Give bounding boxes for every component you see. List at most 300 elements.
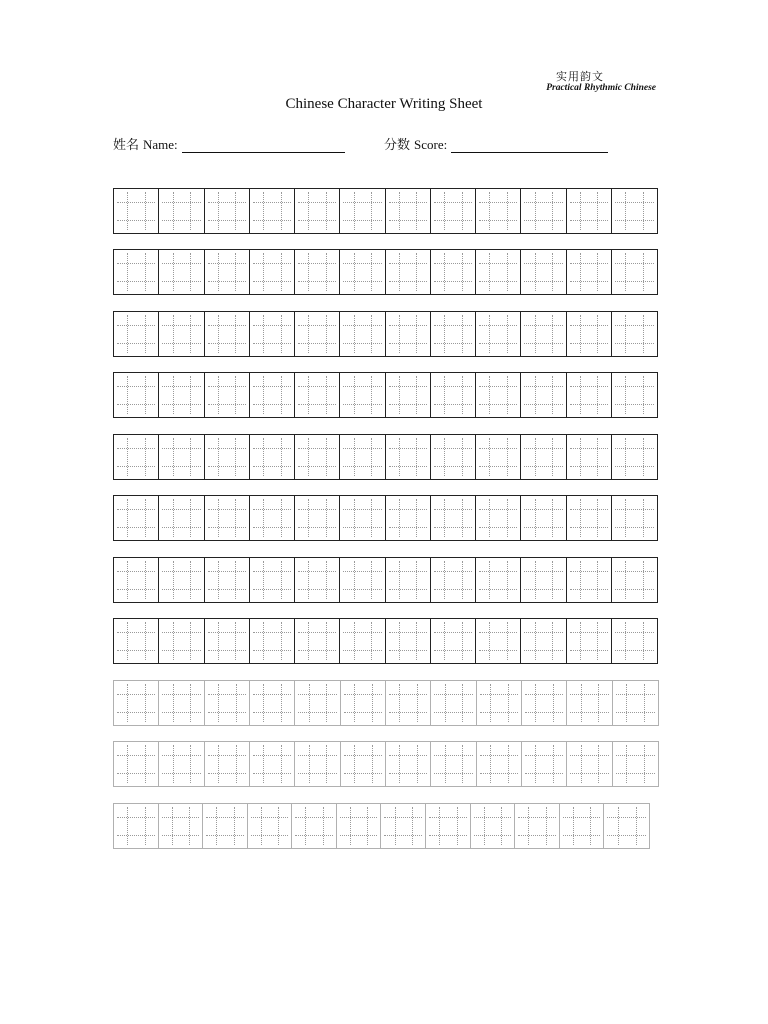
guide-line-horizontal <box>117 694 155 695</box>
practice-cell[interactable] <box>386 373 431 417</box>
practice-cell[interactable] <box>114 189 159 233</box>
practice-cell[interactable] <box>476 312 521 356</box>
guide-line-vertical <box>308 622 309 660</box>
guide-line-horizontal <box>607 817 646 818</box>
practice-cell[interactable] <box>114 496 159 540</box>
practice-cell[interactable] <box>612 558 657 602</box>
practice-cell[interactable] <box>295 189 340 233</box>
guide-line-horizontal <box>615 263 654 264</box>
guide-line-vertical <box>580 499 581 537</box>
practice-cell[interactable] <box>431 250 476 294</box>
guide-line-vertical <box>354 438 355 476</box>
practice-cell[interactable] <box>567 250 612 294</box>
practice-cell[interactable] <box>205 250 250 294</box>
guide-line-horizontal <box>474 817 512 818</box>
score-input-line[interactable] <box>451 140 608 153</box>
practice-cell[interactable] <box>250 496 295 540</box>
guide-line-horizontal <box>253 527 291 528</box>
practice-cell[interactable] <box>341 681 386 725</box>
practice-cell[interactable] <box>159 681 204 725</box>
guide-line-horizontal <box>343 263 381 264</box>
guide-line-horizontal <box>298 220 336 221</box>
guide-line-vertical <box>308 561 309 599</box>
guide-line-vertical <box>278 807 279 845</box>
guide-line-vertical <box>416 438 417 476</box>
guide-line-vertical <box>190 745 191 783</box>
guide-line-vertical <box>190 561 191 599</box>
guide-line-horizontal <box>343 589 381 590</box>
guide-line-horizontal <box>570 509 608 510</box>
guide-line-vertical <box>597 561 598 599</box>
practice-cell[interactable] <box>295 250 340 294</box>
guide-line-vertical <box>580 622 581 660</box>
practice-cell[interactable] <box>203 804 248 848</box>
guide-line-vertical <box>326 499 327 537</box>
practice-cell[interactable] <box>567 312 612 356</box>
guide-line-vertical <box>218 499 219 537</box>
practice-cell[interactable] <box>295 496 340 540</box>
practice-cell[interactable] <box>340 250 385 294</box>
guide-line-vertical <box>354 745 355 783</box>
practice-cell[interactable] <box>340 189 385 233</box>
guide-line-vertical <box>261 807 262 845</box>
practice-cell[interactable] <box>159 742 204 786</box>
practice-cell[interactable] <box>386 681 431 725</box>
guide-line-vertical <box>489 438 490 476</box>
guide-line-horizontal <box>615 404 654 405</box>
guide-line-horizontal <box>524 404 562 405</box>
guide-line-horizontal <box>253 404 291 405</box>
practice-cell[interactable] <box>386 312 431 356</box>
practice-cell[interactable] <box>114 435 159 479</box>
guide-line-vertical <box>235 622 236 660</box>
guide-line-horizontal <box>251 817 289 818</box>
guide-line-horizontal <box>479 466 517 467</box>
guide-line-vertical <box>625 376 626 414</box>
practice-cell[interactable] <box>159 250 204 294</box>
guide-line-horizontal <box>162 755 200 756</box>
practice-cell[interactable] <box>521 250 566 294</box>
practice-cell[interactable] <box>386 496 431 540</box>
practice-cell[interactable] <box>205 189 250 233</box>
practice-cell[interactable] <box>248 804 293 848</box>
practice-cell[interactable] <box>431 496 476 540</box>
guide-line-horizontal <box>389 404 427 405</box>
guide-line-vertical <box>127 807 128 845</box>
guide-line-horizontal <box>117 220 155 221</box>
guide-line-horizontal <box>524 343 562 344</box>
practice-cell[interactable] <box>340 619 385 663</box>
practice-cell[interactable] <box>250 312 295 356</box>
guide-line-horizontal <box>343 466 381 467</box>
practice-cell[interactable] <box>612 435 657 479</box>
guide-line-vertical <box>281 499 282 537</box>
guide-line-vertical <box>281 561 282 599</box>
practice-cell[interactable] <box>476 619 521 663</box>
guide-line-vertical <box>145 745 146 783</box>
guide-line-vertical <box>263 438 264 476</box>
guide-line-horizontal <box>434 202 472 203</box>
practice-cell[interactable] <box>205 681 250 725</box>
guide-line-vertical <box>127 315 128 353</box>
guide-line-vertical <box>263 561 264 599</box>
guide-line-horizontal <box>479 263 517 264</box>
name-input-line[interactable] <box>182 140 345 153</box>
guide-line-vertical <box>218 192 219 230</box>
practice-row <box>113 803 650 849</box>
guide-line-horizontal <box>340 835 378 836</box>
guide-line-horizontal <box>343 343 381 344</box>
guide-line-vertical <box>263 745 264 783</box>
guide-line-horizontal <box>570 712 608 713</box>
guide-line-horizontal <box>162 694 200 695</box>
guide-line-vertical <box>462 253 463 291</box>
practice-cell[interactable] <box>567 558 612 602</box>
guide-line-vertical <box>444 376 445 414</box>
practice-cell[interactable] <box>340 312 385 356</box>
guide-line-vertical <box>263 684 264 722</box>
guide-line-vertical <box>644 745 645 783</box>
guide-line-horizontal <box>434 773 472 774</box>
practice-cell[interactable] <box>431 435 476 479</box>
practice-cell[interactable] <box>521 435 566 479</box>
practice-cell[interactable] <box>381 804 426 848</box>
practice-cell[interactable] <box>522 742 567 786</box>
practice-cell[interactable] <box>567 189 612 233</box>
practice-cell[interactable] <box>159 496 204 540</box>
practice-cell[interactable] <box>114 804 159 848</box>
practice-cell[interactable] <box>250 681 295 725</box>
guide-line-horizontal <box>253 466 291 467</box>
practice-cell[interactable] <box>612 312 657 356</box>
practice-cell[interactable] <box>521 619 566 663</box>
guide-line-horizontal <box>389 571 427 572</box>
guide-line-vertical <box>416 499 417 537</box>
practice-cell[interactable] <box>340 435 385 479</box>
guide-line-horizontal <box>434 589 472 590</box>
practice-cell[interactable] <box>250 189 295 233</box>
guide-line-horizontal <box>434 509 472 510</box>
guide-line-vertical <box>597 315 598 353</box>
practice-cell[interactable] <box>159 435 204 479</box>
guide-line-horizontal <box>570 589 608 590</box>
guide-line-vertical <box>417 745 418 783</box>
guide-line-vertical <box>625 438 626 476</box>
guide-line-vertical <box>263 315 264 353</box>
practice-cell[interactable] <box>522 681 567 725</box>
guide-line-horizontal <box>208 404 246 405</box>
guide-line-horizontal <box>389 281 427 282</box>
guide-line-vertical <box>354 253 355 291</box>
practice-cell[interactable] <box>426 804 471 848</box>
practice-cell[interactable] <box>159 558 204 602</box>
practice-cell[interactable] <box>476 250 521 294</box>
practice-cell[interactable] <box>521 312 566 356</box>
practice-cell[interactable] <box>612 373 657 417</box>
guide-line-horizontal <box>479 281 517 282</box>
practice-cell[interactable] <box>604 804 649 848</box>
practice-cell[interactable] <box>386 189 431 233</box>
guide-line-vertical <box>173 438 174 476</box>
practice-cell[interactable] <box>521 373 566 417</box>
guide-line-vertical <box>371 438 372 476</box>
practice-cell[interactable] <box>613 681 658 725</box>
guide-line-vertical <box>173 745 174 783</box>
practice-cell[interactable] <box>295 742 340 786</box>
guide-line-vertical <box>462 684 463 722</box>
guide-line-vertical <box>172 807 173 845</box>
practice-cell[interactable] <box>612 250 657 294</box>
practice-cell[interactable] <box>515 804 560 848</box>
practice-cell[interactable] <box>612 189 657 233</box>
guide-line-vertical <box>127 561 128 599</box>
practice-cell[interactable] <box>159 189 204 233</box>
practice-row <box>113 188 658 234</box>
practice-cell[interactable] <box>205 742 250 786</box>
guide-line-vertical <box>145 192 146 230</box>
guide-line-horizontal <box>343 509 381 510</box>
practice-cell[interactable] <box>567 435 612 479</box>
guide-line-horizontal <box>117 202 155 203</box>
guide-line-vertical <box>190 438 191 476</box>
guide-line-vertical <box>145 438 146 476</box>
practice-cell[interactable] <box>205 619 250 663</box>
guide-line-horizontal <box>298 694 336 695</box>
guide-line-vertical <box>305 807 306 845</box>
practice-cell[interactable] <box>295 558 340 602</box>
guide-line-horizontal <box>524 325 562 326</box>
practice-cell[interactable] <box>476 189 521 233</box>
guide-line-horizontal <box>162 325 200 326</box>
practice-cell[interactable] <box>159 373 204 417</box>
practice-cell[interactable] <box>386 250 431 294</box>
guide-line-vertical <box>553 745 554 783</box>
guide-line-horizontal <box>615 527 654 528</box>
practice-cell[interactable] <box>114 250 159 294</box>
practice-cell[interactable] <box>159 312 204 356</box>
guide-line-vertical <box>412 807 413 845</box>
guide-line-vertical <box>552 376 553 414</box>
guide-line-vertical <box>490 745 491 783</box>
guide-line-horizontal <box>479 448 517 449</box>
guide-line-vertical <box>416 376 417 414</box>
practice-cell[interactable] <box>205 558 250 602</box>
practice-cell[interactable] <box>386 742 431 786</box>
guide-line-vertical <box>189 807 190 845</box>
practice-cell[interactable] <box>205 312 250 356</box>
practice-cell[interactable] <box>431 681 476 725</box>
guide-line-horizontal <box>524 202 562 203</box>
practice-cell[interactable] <box>337 804 382 848</box>
practice-cell[interactable] <box>114 619 159 663</box>
guide-line-vertical <box>127 438 128 476</box>
practice-cell[interactable] <box>386 619 431 663</box>
practice-cell[interactable] <box>477 742 522 786</box>
practice-cell[interactable] <box>431 742 476 786</box>
practice-cell[interactable] <box>250 742 295 786</box>
practice-cell[interactable] <box>567 496 612 540</box>
guide-line-horizontal <box>524 466 562 467</box>
guide-line-vertical <box>145 315 146 353</box>
practice-cell[interactable] <box>295 681 340 725</box>
guide-line-horizontal <box>474 835 512 836</box>
guide-line-vertical <box>507 438 508 476</box>
guide-line-horizontal <box>570 448 608 449</box>
practice-cell[interactable] <box>612 496 657 540</box>
practice-cell[interactable] <box>431 619 476 663</box>
practice-row <box>113 618 658 664</box>
practice-cell[interactable] <box>340 496 385 540</box>
guide-line-vertical <box>308 438 309 476</box>
practice-cell[interactable] <box>560 804 605 848</box>
guide-line-horizontal <box>117 281 155 282</box>
guide-line-vertical <box>535 376 536 414</box>
guide-line-horizontal <box>162 466 200 467</box>
practice-cell[interactable] <box>250 250 295 294</box>
brand-chinese: 实用韵文 <box>556 70 604 83</box>
guide-line-vertical <box>372 684 373 722</box>
practice-cell[interactable] <box>340 373 385 417</box>
practice-cell[interactable] <box>159 804 204 848</box>
practice-cell[interactable] <box>386 558 431 602</box>
guide-line-horizontal <box>434 325 472 326</box>
practice-cell[interactable] <box>567 742 612 786</box>
guide-line-vertical <box>445 684 446 722</box>
practice-cell[interactable] <box>205 435 250 479</box>
guide-line-horizontal <box>298 281 336 282</box>
guide-line-horizontal <box>208 650 246 651</box>
guide-line-vertical <box>399 192 400 230</box>
practice-cell[interactable] <box>521 496 566 540</box>
guide-line-horizontal <box>429 835 467 836</box>
guide-line-horizontal <box>253 694 291 695</box>
guide-line-horizontal <box>295 817 333 818</box>
practice-cell[interactable] <box>250 435 295 479</box>
guide-line-vertical <box>399 315 400 353</box>
guide-line-horizontal <box>208 325 246 326</box>
guide-line-horizontal <box>251 835 289 836</box>
guide-line-vertical <box>218 622 219 660</box>
practice-cell[interactable] <box>612 619 657 663</box>
guide-line-horizontal <box>343 650 381 651</box>
guide-line-vertical <box>625 561 626 599</box>
practice-cell[interactable] <box>476 435 521 479</box>
guide-line-horizontal <box>117 650 155 651</box>
guide-line-horizontal <box>298 650 336 651</box>
practice-cell[interactable] <box>386 435 431 479</box>
guide-line-horizontal <box>208 202 246 203</box>
guide-line-vertical <box>552 315 553 353</box>
practice-cell[interactable] <box>613 742 658 786</box>
practice-cell[interactable] <box>341 742 386 786</box>
practice-cell[interactable] <box>250 373 295 417</box>
guide-line-horizontal <box>298 202 336 203</box>
page-title: Chinese Character Writing Sheet <box>285 96 483 112</box>
practice-cell[interactable] <box>567 681 612 725</box>
practice-cell[interactable] <box>114 373 159 417</box>
guide-line-horizontal <box>117 755 155 756</box>
guide-line-horizontal <box>525 773 563 774</box>
practice-cell[interactable] <box>431 558 476 602</box>
practice-cell[interactable] <box>205 496 250 540</box>
guide-line-vertical <box>173 253 174 291</box>
guide-line-horizontal <box>434 220 472 221</box>
practice-cell[interactable] <box>292 804 337 848</box>
guide-line-horizontal <box>479 202 517 203</box>
guide-line-horizontal <box>162 281 200 282</box>
guide-line-horizontal <box>208 343 246 344</box>
guide-line-vertical <box>552 622 553 660</box>
guide-line-horizontal <box>479 589 517 590</box>
guide-line-horizontal <box>162 835 200 836</box>
practice-cell[interactable] <box>567 619 612 663</box>
guide-line-horizontal <box>389 632 427 633</box>
guide-line-vertical <box>643 253 644 291</box>
guide-line-horizontal <box>615 466 654 467</box>
guide-line-vertical <box>580 438 581 476</box>
practice-cell[interactable] <box>476 373 521 417</box>
practice-cell[interactable] <box>114 742 159 786</box>
practice-cell[interactable] <box>471 804 516 848</box>
practice-cell[interactable] <box>431 373 476 417</box>
practice-cell[interactable] <box>295 312 340 356</box>
practice-cell[interactable] <box>250 619 295 663</box>
guide-line-vertical <box>580 253 581 291</box>
guide-line-vertical <box>326 315 327 353</box>
practice-cell[interactable] <box>521 189 566 233</box>
practice-row <box>113 311 658 357</box>
practice-cell[interactable] <box>205 373 250 417</box>
guide-line-vertical <box>625 622 626 660</box>
practice-cell[interactable] <box>431 312 476 356</box>
practice-cell[interactable] <box>114 312 159 356</box>
guide-line-horizontal <box>607 835 646 836</box>
guide-line-horizontal <box>524 220 562 221</box>
practice-cell[interactable] <box>476 496 521 540</box>
practice-cell[interactable] <box>295 435 340 479</box>
guide-line-horizontal <box>434 404 472 405</box>
guide-line-vertical <box>216 807 217 845</box>
practice-cell[interactable] <box>295 619 340 663</box>
guide-line-horizontal <box>389 220 427 221</box>
guide-line-horizontal <box>389 755 427 756</box>
guide-line-horizontal <box>524 281 562 282</box>
practice-cell[interactable] <box>159 619 204 663</box>
practice-cell[interactable] <box>521 558 566 602</box>
practice-cell[interactable] <box>431 189 476 233</box>
practice-cell[interactable] <box>477 681 522 725</box>
guide-line-vertical <box>590 807 591 845</box>
guide-line-horizontal <box>434 386 472 387</box>
practice-cell[interactable] <box>295 373 340 417</box>
guide-line-horizontal <box>117 386 155 387</box>
guide-line-horizontal <box>479 220 517 221</box>
practice-cell[interactable] <box>476 558 521 602</box>
practice-cell[interactable] <box>567 373 612 417</box>
guide-line-vertical <box>444 561 445 599</box>
practice-cell[interactable] <box>114 558 159 602</box>
practice-cell[interactable] <box>340 558 385 602</box>
practice-row <box>113 495 658 541</box>
guide-line-vertical <box>581 745 582 783</box>
guide-line-horizontal <box>253 281 291 282</box>
guide-line-vertical <box>235 315 236 353</box>
practice-cell[interactable] <box>114 681 159 725</box>
guide-line-horizontal <box>518 817 556 818</box>
guide-line-horizontal <box>253 448 291 449</box>
practice-cell[interactable] <box>250 558 295 602</box>
guide-line-vertical <box>535 499 536 537</box>
